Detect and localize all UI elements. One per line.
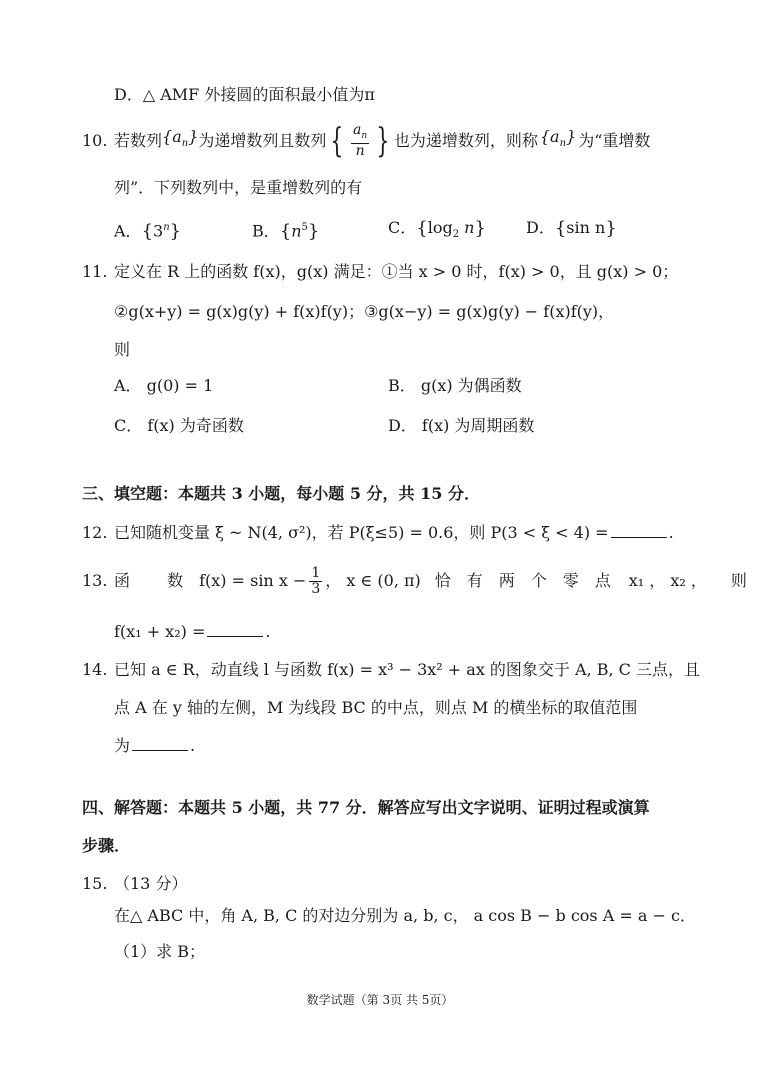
- page-footer: 数学试题（第 3页 共 5页）: [306, 993, 454, 1007]
- q11-line2: ②g(x+y) = g(x)g(y) + f(x)f(y)；③g(x−y) = g(x)g(y) − f(x)f(y)，: [114, 302, 615, 321]
- q11-option-a: A． g(0) = 1: [114, 376, 214, 395]
- q10-text-c: 也为递增数列，则称: [393, 131, 538, 150]
- q11-line1: 定义在 R 上的函数 f(x)，g(x) 满足：①当 x > 0 时，f(x) > 0，且 g(x) > 0；: [114, 262, 679, 281]
- q13-line2: f(x₁ + x₂) = .: [114, 622, 271, 641]
- q13-answer-blank: [207, 622, 263, 637]
- q14-answer-blank: [132, 736, 188, 751]
- q14-line1: 已知 a ∈ R，动直线 l 与函数 f(x) = x³ − 3x² + ax 的图象交于 A, B, C 三点，且: [114, 660, 701, 679]
- q10-line1: [114, 117, 650, 165]
- section4-heading-line2: 步骤．: [82, 836, 131, 855]
- q10-text-a: 若数列: [114, 131, 163, 150]
- q9-option-d: D．△ AMF 外接圆的面积最小值为π: [114, 85, 375, 104]
- q10-option-d: D．{sin n}: [526, 217, 617, 239]
- right-brace-icon: }: [376, 121, 390, 161]
- q14-line2: 点 A 在 y 轴的左侧，M 为线段 BC 的中点，则点 M 的横坐标的取值范围: [114, 698, 638, 717]
- q10-number: 10.: [82, 131, 108, 150]
- section4-heading-line1: 四、解答题：本题共 5 小题，共 77 分．解答应写出文字说明、证明过程或演算: [82, 798, 650, 817]
- q13-number: 13.: [82, 571, 108, 590]
- q11-option-d: D． f(x) 为周期函数: [388, 416, 535, 435]
- q10-option-c: C．{$\log_2$ n}: [388, 217, 486, 241]
- q12-answer-blank: [611, 523, 667, 538]
- q12-line: 已知随机变量 ξ ~ N(4, σ²)，若 P(ξ≤5) = 0.6，则 P(3 < ξ < 4) = .: [114, 523, 674, 542]
- section3-heading: 三、填空题：本题共 3 小题，每小题 5 分，共 15 分．: [82, 484, 480, 503]
- q13-fraction: $\frac{1}{3}$: [311, 564, 321, 597]
- q14-line3: 为 .: [114, 736, 196, 755]
- q15-part1: （1）求 B；: [114, 942, 206, 961]
- q10-line2: 列”．下列数列中，是重增数列的有: [114, 178, 363, 197]
- left-brace-icon: {: [330, 121, 344, 161]
- q11-option-c: C． f(x) 为奇函数: [114, 416, 244, 435]
- q11-number: 11.: [82, 262, 108, 281]
- q11-option-b: B． g(x) 为偶函数: [388, 376, 522, 395]
- q13-line1: 函 数 f(x) = sin x − $\frac{1}{3}$ ， x ∈ (0, π) 恰有两个零点 x₁ ， x₂ ， 则: [114, 564, 747, 597]
- q10-fraction: $\frac{a_n}{n}$: [353, 121, 368, 160]
- q15-score: （13 分）: [114, 874, 188, 893]
- q10-text-d: 为“重增数: [578, 131, 651, 150]
- q15-number: 15.: [82, 874, 108, 893]
- q10-text-b: 为递增数列且数列: [198, 131, 327, 150]
- q11-line3: 则: [114, 340, 131, 359]
- q10-option-b: B．$\{n^5\}$: [252, 220, 320, 242]
- q10-seq-2: $\{a_n\}$: [539, 127, 577, 150]
- q14-number: 14.: [82, 660, 108, 679]
- q12-number: 12.: [82, 523, 108, 542]
- q15-text: 在△ ABC 中，角 A, B, C 的对边分别为 a, b, c， a cos B − b cos A = a − c．: [114, 906, 696, 925]
- q10-option-a: A．{3$^n$}: [114, 220, 182, 242]
- q10-seq: $\{a_n\}$: [162, 127, 199, 150]
